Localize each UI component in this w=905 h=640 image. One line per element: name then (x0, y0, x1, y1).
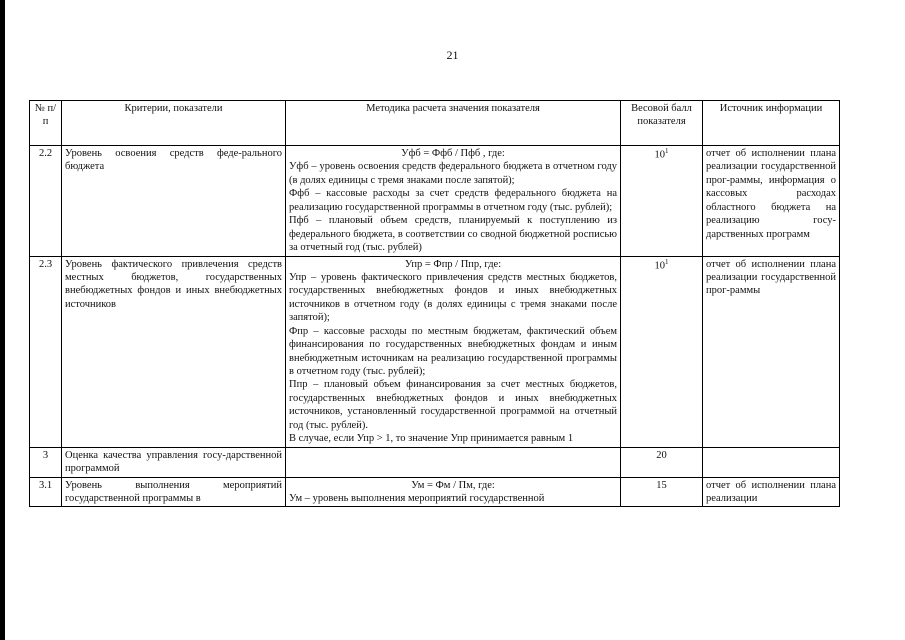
table-header-row (30, 101, 840, 146)
method-formula: Уфб = Ффб / Пфб , где: (401, 148, 505, 159)
row-source: отчет об исполнении плана реализации государственной прог-раммы (703, 256, 840, 447)
method-line: В случае, если Упр > 1, то значение Упр принимается равным 1 (289, 433, 574, 445)
header-score: Весовой балл показателя (621, 101, 703, 146)
method-line: Уфб – уровень освоения средств федерального бюджета в отчетном году (в долях единицы с тремя знаками после запятой); (289, 161, 617, 186)
score-footnote: 1 (665, 257, 669, 266)
score-value: 20 (656, 449, 667, 461)
row-source: отчет об исполнении плана реализации государственной прог-раммы, информация о кассовых расходах областного бюджета на реализацию госу-дарственных программ (703, 146, 840, 257)
row-criterion: Уровень выполнения мероприятий государственной программы в (62, 477, 286, 507)
row-source (703, 447, 840, 477)
row-criterion: Уровень освоения средств феде-рального бюджета (62, 146, 286, 257)
method-line: Фпр – кассовые расходы по местным бюджетам, фактический объем финансирования по государственных внебюджетных фондам и иным внебюджетным источникам на реализацию государственной программы в отчетном году (тыс. рублей); (289, 325, 617, 377)
criteria-table (29, 100, 840, 507)
row-method (286, 447, 621, 477)
method-line: Ппр – плановый объем финансирования за счет местных бюджетов, государственных внебюджетных фондов и иных внебюджетных источников, установленный государственной программой на отчетный год (тыс. рублей). (289, 379, 617, 431)
score-value: 10 (654, 149, 665, 161)
page-number: 21 (446, 48, 459, 62)
row-source: отчет об исполнении плана реализации (703, 477, 840, 507)
row-method (286, 146, 621, 257)
table-row (30, 447, 840, 477)
row-score (621, 256, 703, 447)
score-value: 10 (654, 260, 665, 271)
method-formula: Упр = Фпр / Ппр, где: (404, 258, 502, 270)
row-score (621, 477, 703, 507)
row-criterion: Уровень фактического привлечения средств местных бюджетов, государственных внебюджетных фондов и иных внебюджетных источников (62, 256, 286, 447)
row-method (286, 477, 621, 507)
table-row (30, 477, 840, 507)
row-number: 2.2 (30, 146, 62, 257)
method-line: Упр – уровень фактического привлечения средств местных бюджетов, государственных внебюджетных фондов и иных внебюджетных источников в отчетном году (в долях единицы с тремя знаками после запятой); (289, 271, 617, 324)
row-number: 3.1 (30, 477, 62, 507)
table-row (30, 146, 840, 257)
row-number: 2.3 (30, 256, 62, 447)
header-criterion: Критерии, показатели (62, 101, 286, 146)
header-source: Источник информации (703, 101, 840, 146)
page-edge-bar (0, 0, 5, 640)
row-score (621, 146, 703, 257)
method-line: Пфб – плановый объем средств, планируемый к поступлению из федерального бюджета, в соответствии со сводной бюджетной росписью за отчетный год (тыс. рублей) (289, 215, 617, 254)
score-footnote: 1 (665, 147, 669, 155)
row-criterion: Оценка качества управления госу-дарственной программой (62, 447, 286, 477)
method-line: Ффб – кассовые расходы за счет средств федерального бюджета на реализацию государственной программы в отчетном году (тыс. рублей); (289, 188, 617, 213)
header-method: Методика расчета значения показателя (286, 101, 621, 146)
row-number: 3 (30, 447, 62, 477)
row-score (621, 447, 703, 477)
table-row (30, 256, 840, 447)
score-value: 15 (656, 479, 667, 491)
method-formula: Ум = Фм / Пм, где: (411, 479, 495, 491)
method-line: Ум – уровень выполнения мероприятий государственной (289, 492, 545, 504)
header-num: № п/п (30, 101, 62, 146)
row-method (286, 256, 621, 447)
